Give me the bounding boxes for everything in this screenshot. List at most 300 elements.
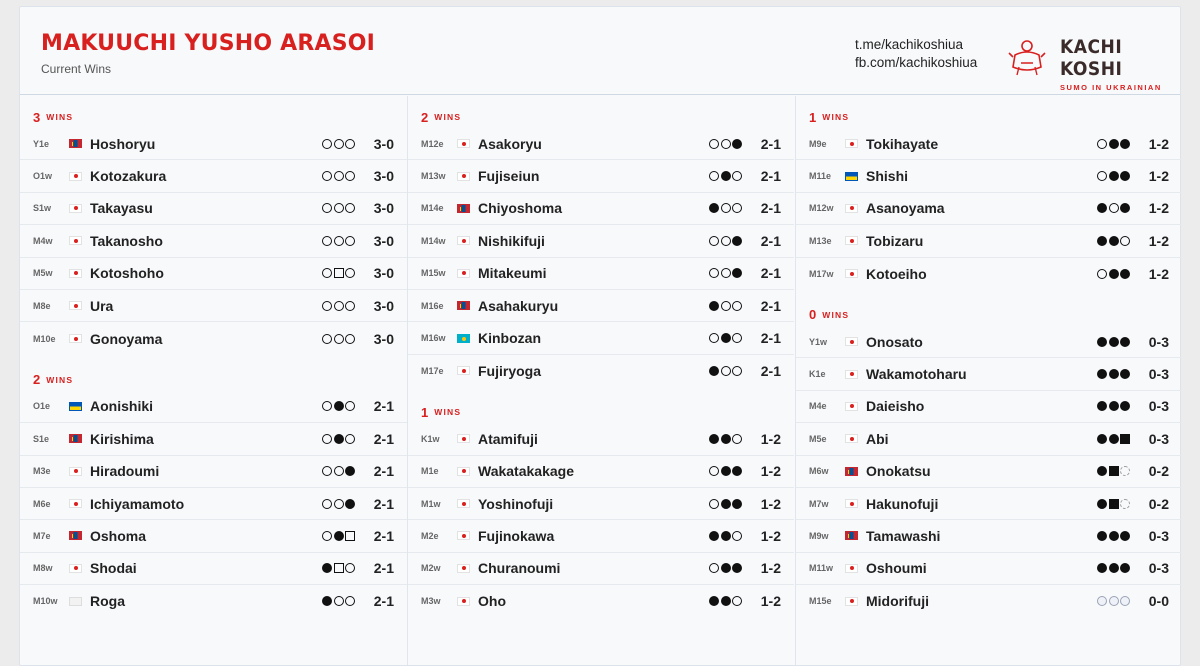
- bout-result-icon: [1120, 171, 1130, 181]
- wrestler-row[interactable]: [796, 520, 1182, 552]
- group-heading: [408, 106, 794, 128]
- wrestler-name: Tamawashi: [866, 527, 941, 544]
- social-links: [855, 36, 977, 72]
- flag-icon: [69, 204, 82, 213]
- bout-result-icon: [334, 203, 344, 213]
- wrestler-row[interactable]: [796, 423, 1182, 455]
- bout-result-icon: [709, 171, 719, 181]
- bout-result-icon: [709, 563, 719, 573]
- rank: M11w: [809, 563, 834, 574]
- bout-result-icon: [709, 268, 719, 278]
- record: 0-3: [1148, 430, 1169, 447]
- bout-result-icon: [732, 366, 742, 376]
- standings-columns: [20, 96, 1180, 665]
- rank: M11e: [809, 171, 832, 182]
- wrestler-row[interactable]: [796, 193, 1182, 225]
- rank: M4w: [33, 235, 53, 246]
- bout-result-icon: [709, 333, 719, 343]
- wrestler-name: Yoshinofuji: [478, 495, 554, 512]
- record: 3-0: [373, 330, 394, 347]
- wrestler-name: Oho: [478, 593, 506, 610]
- bout-result-icon: [1120, 269, 1130, 279]
- record: 2-1: [760, 297, 781, 314]
- wrestler-name: Fujinokawa: [478, 527, 555, 544]
- bout-result-icon: [334, 236, 344, 246]
- bout-result-icon: [1097, 401, 1107, 411]
- rank: M7e: [33, 530, 51, 541]
- flag-icon: [845, 531, 858, 540]
- bout-result-icon: [345, 434, 355, 444]
- bout-result-icon: [732, 139, 742, 149]
- flag-icon: [69, 236, 82, 245]
- rank: S1e: [33, 433, 50, 444]
- flag-icon: [457, 467, 470, 476]
- brand-name: KACHI KOSHI: [1060, 36, 1123, 80]
- wrestler-name: Atamifuji: [478, 430, 538, 447]
- wrestler-row[interactable]: [408, 193, 794, 225]
- flag-icon: [845, 564, 858, 573]
- wrestler-row[interactable]: [796, 160, 1182, 192]
- bout-result-icon: [721, 333, 731, 343]
- flag-icon: [69, 434, 82, 443]
- record: 1-2: [1148, 265, 1169, 282]
- bout-result-icon: [1097, 596, 1107, 606]
- wrestler-row[interactable]: [408, 225, 794, 257]
- bout-result-icon: [334, 171, 344, 181]
- rank: M9e: [809, 138, 827, 149]
- bout-results: [1097, 434, 1130, 444]
- bout-result-icon: [345, 596, 355, 606]
- wrestler-row[interactable]: [796, 391, 1182, 423]
- flag-icon: [845, 139, 858, 148]
- rank: S1w: [33, 203, 52, 214]
- bout-result-icon: [1120, 337, 1130, 347]
- wrestler-row[interactable]: [796, 258, 1182, 290]
- record: 0-3: [1148, 366, 1169, 383]
- wrestler-name: Kotoeiho: [866, 265, 927, 282]
- bout-result-icon: [345, 203, 355, 213]
- rank: Y1e: [33, 138, 50, 149]
- wrestler-row[interactable]: [796, 553, 1182, 585]
- flag-icon: [845, 337, 858, 346]
- record: 2-1: [760, 200, 781, 217]
- record: 0-2: [1148, 495, 1169, 512]
- flag-icon: [69, 139, 82, 148]
- wrestler-row[interactable]: [20, 258, 407, 290]
- bout-result-icon: [322, 301, 332, 311]
- bout-result-icon: [345, 334, 355, 344]
- bout-result-icon: [322, 466, 332, 476]
- bout-result-icon: [322, 531, 332, 541]
- wrestler-row[interactable]: [20, 290, 407, 322]
- bout-results: [709, 268, 742, 278]
- bout-result-icon: [334, 301, 344, 311]
- bout-result-icon: [1109, 203, 1119, 213]
- bout-result-icon: [1097, 171, 1107, 181]
- flag-icon: [845, 499, 858, 508]
- flag-icon: [457, 564, 470, 573]
- record: 3-0: [373, 297, 394, 314]
- rank: M8e: [33, 300, 51, 311]
- bout-result-icon: [322, 563, 332, 573]
- bout-result-icon: [721, 203, 731, 213]
- bout-result-icon: [1109, 499, 1119, 509]
- rank: M10w: [33, 596, 58, 607]
- rank: Y1w: [809, 336, 828, 347]
- bout-result-icon: [1120, 401, 1130, 411]
- record: 1-2: [760, 527, 781, 544]
- flag-icon: [69, 301, 82, 310]
- bout-result-icon: [345, 499, 355, 509]
- wrestler-row[interactable]: [20, 553, 407, 585]
- bout-result-icon: [721, 596, 731, 606]
- wrestler-row[interactable]: [796, 585, 1182, 617]
- wrestler-name: Asakoryu: [478, 135, 542, 152]
- bout-results: [1097, 596, 1130, 606]
- rank: M12e: [421, 138, 444, 149]
- bout-result-icon: [721, 563, 731, 573]
- group-wins-number: 1: [421, 404, 429, 420]
- bout-results: [1097, 236, 1130, 246]
- bout-result-icon: [322, 203, 332, 213]
- wrestler-name: Oshoma: [90, 527, 147, 544]
- record: 1-2: [760, 463, 781, 480]
- record: 2-1: [760, 362, 781, 379]
- group-wins-label: WINS: [434, 112, 462, 122]
- flag-icon: [457, 531, 470, 540]
- bout-result-icon: [345, 301, 355, 311]
- bout-result-icon: [732, 236, 742, 246]
- bout-result-icon: [1120, 596, 1130, 606]
- bout-result-icon: [1097, 531, 1107, 541]
- bout-result-icon: [732, 563, 742, 573]
- wrestler-row[interactable]: [408, 488, 794, 520]
- record: 1-2: [1148, 135, 1169, 152]
- wrestler-name: Fujiseiun: [478, 168, 540, 185]
- wrestler-row[interactable]: [796, 326, 1182, 358]
- bout-result-icon: [1109, 269, 1119, 279]
- bout-result-icon: [1120, 369, 1130, 379]
- flag-icon: [69, 597, 82, 606]
- group-wins-label: WINS: [46, 374, 74, 385]
- rank: M3w: [421, 596, 441, 607]
- bout-result-icon: [322, 401, 332, 411]
- bout-result-icon: [345, 268, 355, 278]
- wrestler-row[interactable]: [796, 225, 1182, 257]
- bout-result-icon: [1109, 369, 1119, 379]
- record: 2-1: [373, 560, 394, 577]
- wrestler-name: Wakatakakage: [478, 463, 574, 480]
- bout-results: [709, 333, 742, 343]
- bout-result-icon: [1120, 531, 1130, 541]
- record: 0-0: [1148, 593, 1169, 610]
- group-wins-label: WINS: [46, 112, 74, 122]
- group-heading: [796, 304, 1182, 326]
- bout-results: [1097, 563, 1130, 573]
- wins-group: [408, 106, 794, 387]
- bout-results: [322, 139, 355, 149]
- bout-result-icon: [345, 401, 355, 411]
- rank: M5e: [809, 433, 827, 444]
- bout-result-icon: [721, 366, 731, 376]
- wrestler-name: Gonoyama: [90, 330, 163, 347]
- wrestler-row[interactable]: [20, 128, 407, 160]
- flag-icon: [69, 172, 82, 181]
- wins-group: [20, 369, 407, 618]
- bout-result-icon: [322, 434, 332, 444]
- wrestler-row[interactable]: [20, 160, 407, 192]
- wrestler-row[interactable]: [408, 322, 794, 354]
- bout-result-icon: [322, 171, 332, 181]
- bout-result-icon: [732, 596, 742, 606]
- record: 0-3: [1148, 560, 1169, 577]
- bout-result-icon: [709, 499, 719, 509]
- bout-result-icon: [1097, 499, 1107, 509]
- bout-result-icon: [322, 236, 332, 246]
- wrestler-row[interactable]: [20, 520, 407, 552]
- bout-results: [709, 236, 742, 246]
- rank: M3e: [33, 466, 51, 477]
- wrestler-name: Shishi: [866, 168, 909, 185]
- bout-result-icon: [1120, 499, 1130, 509]
- flag-icon: [457, 366, 470, 375]
- wrestler-row[interactable]: [20, 391, 407, 423]
- wrestler-row[interactable]: [20, 322, 407, 354]
- bout-results: [1097, 401, 1130, 411]
- bout-result-icon: [1097, 337, 1107, 347]
- bout-result-icon: [1097, 466, 1107, 476]
- record: 2-1: [373, 495, 394, 512]
- flag-icon: [845, 269, 858, 278]
- facebook-link[interactable]: fb.com/kachikoshiua: [855, 55, 978, 70]
- wrestler-name: Midorifuji: [866, 593, 929, 610]
- wrestler-name: Onosato: [866, 333, 923, 350]
- bout-results: [322, 466, 355, 476]
- flag-icon: [69, 531, 82, 540]
- wrestler-name: Kotoshoho: [90, 265, 164, 282]
- bout-result-icon: [345, 171, 355, 181]
- bout-result-icon: [709, 139, 719, 149]
- bout-result-icon: [1120, 236, 1130, 246]
- record: 0-3: [1148, 527, 1169, 544]
- page-title: MAKUUCHI YUSHO ARASOI: [41, 31, 376, 56]
- wrestler-row[interactable]: [408, 128, 794, 160]
- wrestler-name: Roga: [90, 593, 125, 610]
- bout-results: [1097, 171, 1130, 181]
- bout-results: [322, 531, 355, 541]
- bout-results: [322, 203, 355, 213]
- wrestler-row[interactable]: [408, 456, 794, 488]
- group-wins-number: 3: [33, 109, 41, 125]
- wrestler-name: Aonishiki: [90, 398, 154, 415]
- wrestler-name: Takayasu: [90, 200, 153, 217]
- bout-result-icon: [709, 236, 719, 246]
- bout-result-icon: [1120, 203, 1130, 213]
- wrestler-row[interactable]: [408, 553, 794, 585]
- group-wins-number: 2: [421, 109, 429, 125]
- flag-icon: [845, 236, 858, 245]
- bout-result-icon: [721, 236, 731, 246]
- wrestler-name: Shodai: [90, 560, 137, 577]
- record: 1-2: [1148, 168, 1169, 185]
- rank: M8w: [33, 563, 53, 574]
- wrestler-row[interactable]: [20, 456, 407, 488]
- record: 1-2: [1148, 232, 1169, 249]
- bout-result-icon: [1097, 369, 1107, 379]
- bout-result-icon: [322, 596, 332, 606]
- wins-group: [796, 304, 1182, 618]
- wrestler-name: Daieisho: [866, 398, 925, 415]
- bout-result-icon: [721, 434, 731, 444]
- wrestler-name: Kotozakura: [90, 168, 167, 185]
- bout-result-icon: [1097, 434, 1107, 444]
- flag-icon: [845, 172, 858, 181]
- rank: M2w: [421, 563, 441, 574]
- bout-result-icon: [345, 139, 355, 149]
- bout-result-icon: [721, 268, 731, 278]
- telegram-link[interactable]: t.me/kachikoshiua: [855, 37, 964, 52]
- bout-results: [322, 499, 355, 509]
- flag-icon: [457, 597, 470, 606]
- wrestler-name: Takanosho: [90, 232, 163, 249]
- wrestler-row[interactable]: [20, 488, 407, 520]
- group-heading: [796, 106, 1182, 128]
- bout-results: [1097, 369, 1130, 379]
- flag-icon: [69, 334, 82, 343]
- wrestler-row[interactable]: [796, 456, 1182, 488]
- wrestler-name: Nishikifuji: [478, 232, 545, 249]
- group-heading: [20, 369, 407, 391]
- bout-result-icon: [721, 139, 731, 149]
- bout-result-icon: [732, 434, 742, 444]
- record: 1-2: [760, 495, 781, 512]
- wrestler-row[interactable]: [408, 423, 794, 455]
- bout-result-icon: [1109, 337, 1119, 347]
- bout-results: [322, 434, 355, 444]
- wrestler-row[interactable]: [20, 585, 407, 617]
- wrestler-row[interactable]: [408, 258, 794, 290]
- bout-result-icon: [1109, 236, 1119, 246]
- flag-icon: [845, 402, 858, 411]
- wrestler-name: Asanoyama: [866, 200, 945, 217]
- rank: M9w: [809, 530, 829, 541]
- flag-icon: [457, 269, 470, 278]
- bout-results: [709, 466, 742, 476]
- wrestler-row[interactable]: [408, 520, 794, 552]
- rank: K1w: [421, 433, 440, 444]
- flag-icon: [845, 467, 858, 476]
- wrestler-row[interactable]: [408, 290, 794, 322]
- wrestler-name: Kinbozan: [478, 330, 541, 347]
- wrestler-row[interactable]: [408, 585, 794, 617]
- wrestler-row[interactable]: [408, 160, 794, 192]
- bout-result-icon: [721, 301, 731, 311]
- bout-result-icon: [345, 563, 355, 573]
- bout-result-icon: [345, 466, 355, 476]
- bout-results: [709, 301, 742, 311]
- wrestler-row[interactable]: [20, 193, 407, 225]
- record: 3-0: [373, 135, 394, 152]
- bout-result-icon: [334, 466, 344, 476]
- wrestler-name: Mitakeumi: [478, 265, 547, 282]
- wrestler-name: Abi: [866, 430, 889, 447]
- bout-result-icon: [1109, 171, 1119, 181]
- wrestler-row[interactable]: [20, 225, 407, 257]
- bout-result-icon: [1097, 269, 1107, 279]
- wrestler-name: Kirishima: [90, 430, 154, 447]
- wrestler-name: Chiyoshoma: [478, 200, 563, 217]
- record: 0-3: [1148, 398, 1169, 415]
- bout-result-icon: [1097, 139, 1107, 149]
- bout-result-icon: [334, 434, 344, 444]
- flag-icon: [457, 434, 470, 443]
- rank: M16w: [421, 333, 446, 344]
- group-wins-label: WINS: [822, 112, 850, 122]
- flag-icon: [845, 434, 858, 443]
- wrestler-name: Oshoumi: [866, 560, 927, 577]
- bout-result-icon: [732, 499, 742, 509]
- wins-group: [796, 106, 1182, 290]
- wrestler-name: Onokatsu: [866, 463, 931, 480]
- flag-icon: [457, 172, 470, 181]
- wrestler-row[interactable]: [20, 423, 407, 455]
- record: 3-0: [373, 168, 394, 185]
- bout-result-icon: [322, 139, 332, 149]
- rank: O1e: [33, 401, 51, 412]
- wrestler-row[interactable]: [796, 128, 1182, 160]
- rank: M1e: [421, 466, 439, 477]
- flag-icon: [457, 499, 470, 508]
- record: 3-0: [373, 200, 394, 217]
- standings-column: [407, 96, 794, 665]
- rank: M16e: [421, 300, 444, 311]
- bout-result-icon: [1097, 203, 1107, 213]
- bout-result-icon: [334, 563, 344, 573]
- bout-result-icon: [709, 466, 719, 476]
- wrestler-row[interactable]: [408, 355, 794, 387]
- bout-result-icon: [1109, 563, 1119, 573]
- bout-result-icon: [1120, 563, 1130, 573]
- wrestler-name: Hoshoryu: [90, 135, 156, 152]
- bout-results: [709, 563, 742, 573]
- bout-results: [322, 401, 355, 411]
- bout-result-icon: [334, 531, 344, 541]
- bout-result-icon: [1120, 434, 1130, 444]
- rank: K1e: [809, 369, 826, 380]
- wrestler-row[interactable]: [796, 358, 1182, 390]
- record: 2-1: [760, 265, 781, 282]
- rank: M15e: [809, 596, 832, 607]
- flag-icon: [845, 597, 858, 606]
- record: 2-1: [760, 330, 781, 347]
- rank: M4e: [809, 401, 827, 412]
- record: 2-1: [760, 168, 781, 185]
- rank: M7w: [809, 498, 829, 509]
- flag-icon: [457, 236, 470, 245]
- wins-group: [408, 401, 794, 617]
- record: 2-1: [373, 430, 394, 447]
- bout-results: [709, 434, 742, 444]
- bout-result-icon: [1097, 563, 1107, 573]
- standings-card: [19, 6, 1181, 666]
- wrestler-row[interactable]: [796, 488, 1182, 520]
- page-subtitle: Current Wins: [41, 62, 112, 76]
- rank: M17e: [421, 365, 444, 376]
- record: 2-1: [373, 593, 394, 610]
- bout-results: [1097, 269, 1130, 279]
- rank: M15w: [421, 268, 446, 279]
- record: 0-2: [1148, 463, 1169, 480]
